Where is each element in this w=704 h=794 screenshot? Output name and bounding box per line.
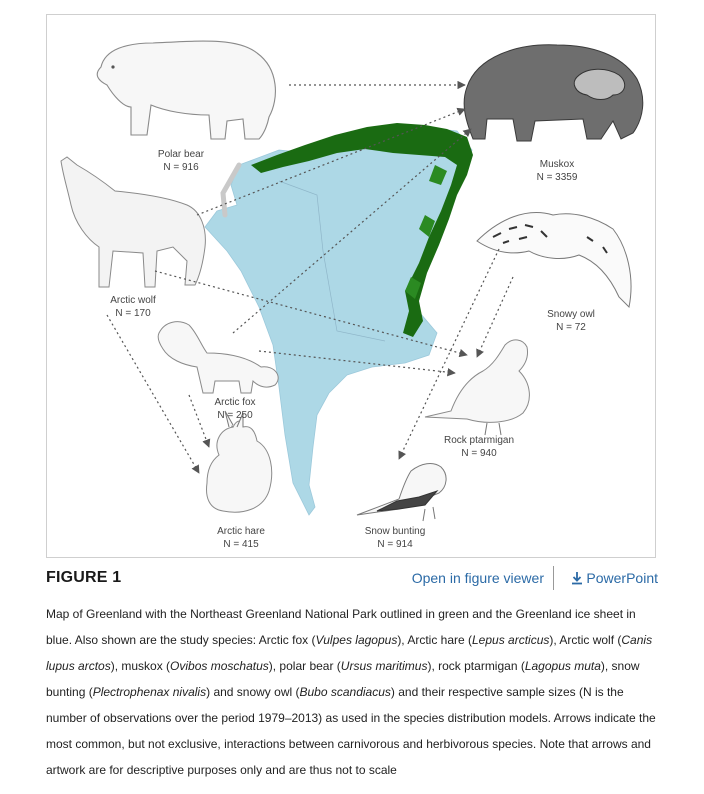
figure-title: FIGURE 1 — [46, 569, 122, 586]
snowy-owl-artwork — [477, 213, 631, 307]
caption-text: ), snow bunting ( — [46, 659, 640, 699]
muskox-count: N = 3359 — [536, 172, 578, 183]
rock-ptarmigan-count: N = 940 — [461, 448, 497, 459]
caption-text: Map of Greenland with the Northeast Greenland National Park outlined in green and the Greenland ice sheet in blue. Also shown are the study species: Arctic fox ( — [46, 607, 636, 647]
arctic-hare-label: Arctic hare — [217, 526, 265, 537]
arctic-wolf-artwork — [61, 157, 205, 287]
snow-bunting-label: Snow bunting — [364, 526, 426, 537]
figure-header — [46, 566, 658, 592]
caption-species-name: Canis lupus arctos — [46, 633, 653, 673]
powerpoint-label: PowerPoint — [586, 570, 658, 586]
arrow-fox-hare — [189, 395, 209, 447]
muskox-artwork — [464, 45, 643, 141]
snowy-owl-label: Snowy owl — [547, 309, 595, 320]
caption-species-name: Lagopus muta — [524, 659, 601, 673]
polar-bear-label: Polar bear — [157, 149, 205, 160]
caption-species-name: Bubo scandiacus — [299, 685, 391, 699]
arctic-wolf-count: N = 170 — [115, 308, 151, 319]
caption-species-name: Ovibos moschatus — [170, 659, 269, 673]
caption-species-name: Ursus maritimus — [340, 659, 428, 673]
arctic-wolf-label: Arctic wolf — [110, 295, 156, 306]
figure-image — [46, 14, 656, 558]
powerpoint-download-link[interactable] — [571, 570, 658, 586]
rock-ptarmigan-label: Rock ptarmigan — [443, 435, 515, 446]
rock-ptarmigan-artwork — [425, 340, 529, 435]
caption-text: ), polar bear ( — [268, 659, 341, 673]
snow-bunting-artwork — [357, 464, 446, 521]
caption-text: ), Arctic hare ( — [397, 633, 472, 647]
greenland-species-figure — [47, 15, 656, 558]
caption-text: ) and their respective sample sizes (N is the number of observations over the period 1979–2013) as used in the species distribution models. Arrows indicate the most common, but not exclusive, interactions between carnivorous and herbivorous species. Note that arrows and artwork are for descriptive purposes only and are thus not to scale — [46, 685, 656, 777]
download-icon — [571, 572, 583, 585]
caption-text: ), rock ptarmigan ( — [427, 659, 525, 673]
open-figure-viewer-link[interactable]: Open in figure viewer — [411, 570, 544, 586]
header-divider — [553, 566, 554, 590]
polar-bear-artwork — [97, 41, 275, 139]
arctic-hare-artwork — [207, 411, 272, 512]
figure-caption — [46, 601, 664, 783]
arctic-fox-count: N = 250 — [217, 410, 253, 421]
snow-bunting-count: N = 914 — [377, 539, 413, 550]
caption-species-name: Lepus arcticus — [472, 633, 550, 647]
caption-text: ), Arctic wolf ( — [549, 633, 622, 647]
arctic-fox-label: Arctic fox — [214, 397, 256, 408]
caption-text: ), muskox ( — [110, 659, 171, 673]
muskox-label: Muskox — [539, 159, 575, 170]
snowy-owl-count: N = 72 — [556, 322, 586, 333]
polar-bear-count: N = 916 — [163, 162, 199, 173]
caption-species-name: Vulpes lagopus — [315, 633, 398, 647]
arctic-fox-artwork — [158, 322, 278, 393]
caption-species-name: Plectrophenax nivalis — [92, 685, 207, 699]
arctic-hare-count: N = 415 — [223, 539, 259, 550]
caption-text: ) and snowy owl ( — [206, 685, 300, 699]
